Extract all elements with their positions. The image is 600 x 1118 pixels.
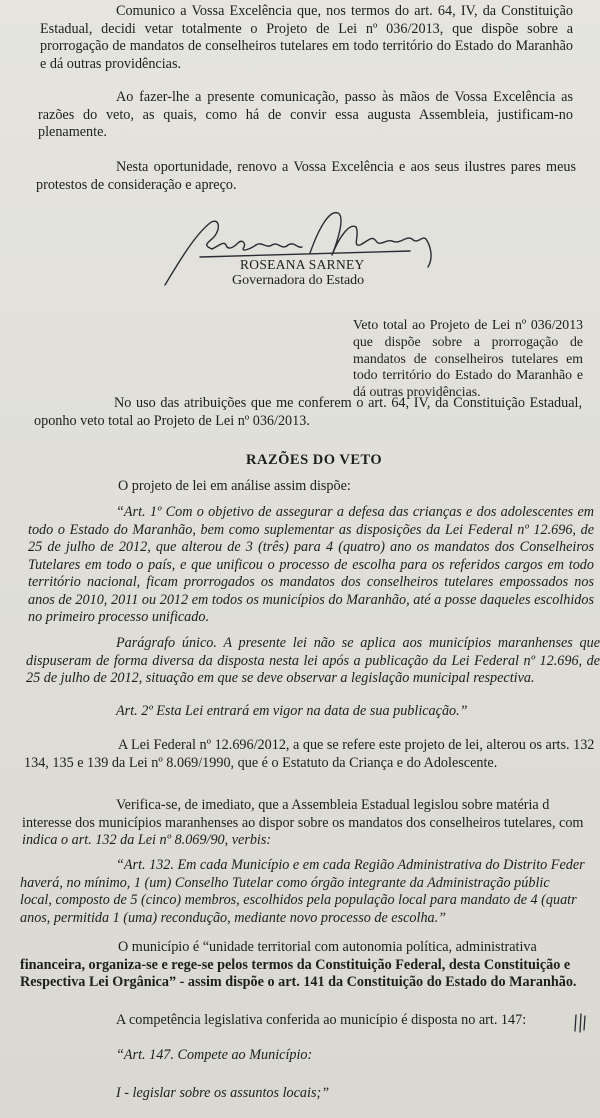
section-title: RAZÕES DO VETO (246, 452, 383, 468)
reasons-paragraph-1: O projeto de lei em análise assim dispõe: (118, 478, 351, 494)
reasons-paragraph-4-line-3: Respectiva Lei Orgânica” - assim dispõe o art. 141 da Constituição do Estado do Maranhão. (20, 974, 577, 990)
veto-header: Veto total ao Projeto de Lei nº 036/2013 que dispõe sobre a prorrogação de mandatos de conselheiros tutelares em todo território do Estado do Maranhão e dá outras providências. (353, 317, 583, 400)
quote-inciso-1: I - legislar sobre os assuntos locais;” (116, 1085, 330, 1101)
reasons-paragraph-2-line-2: 134, 135 e 139 da Lei nº 8.069/1990, que é o Estatuto da Criança e do Adolescente. (24, 754, 498, 771)
reasons-paragraph-3-line-2: interesse dos municípios maranhenses ao dispor sobre os mandatos dos conselheiros tutelares, com (22, 814, 584, 831)
quote-art1: “Art. 1º Com o objetivo de assegurar a defesa das crianças e dos adolescentes em todo o Estado do Maranhão, bem como suplementar as disposições da Lei Federal nº 12.696, de 25 de julho de 2012, que alterou de 3 (três) para 4 (quatro) ano os mandatos dos Conselheiros Tutelares em todo o país, e que unificou o processo de escolha para os referidos cargos em todo território nacional, ficam prorrogados os mandatos dos conselheiros tutelares empossados nos anos de 2010, 2011 ou 2012 em todos os municípios do Maranhão, até a posse daqueles escolhidos no primeiro processo unificado. (28, 504, 594, 625)
letter-paragraph-2: Ao fazer-lhe a presente comunicação, passo às mãos de Vossa Excelência as razões do veto, as quais, como há de convir essa augusta Assembleia, justificam-no plenamente. (38, 89, 573, 140)
reasons-paragraph-5: A competência legislativa conferida ao município é disposta no art. 147: (116, 1012, 527, 1028)
quote-paragrafo-unico: Parágrafo único. A presente lei não se aplica aos municípios maranhenses que dispuseram de forma diversa da disposta nesta lei após a publicação da Lei Federal nº 12.696, de 25 de julho de 2012, situação em que se deve observar a legislação municipal respectiva. (26, 635, 600, 686)
quote-art132-line-3: local, composto de 5 (cinco) membros, escolhidos pela população local para mandato de 4 (quatr (20, 892, 577, 908)
quote-art2: Art. 2º Esta Lei entrará em vigor na data de sua publicação.” (116, 703, 468, 719)
quote-art147: “Art. 147. Compete ao Município: (116, 1047, 313, 1063)
reasons-paragraph-4-line-2: financeira, organiza-se e rege-se pelos termos da Constituição Federal, desta Constituição e (20, 956, 571, 973)
quote-art132 (20, 857, 600, 927)
reasons-paragraph-3 (22, 797, 600, 850)
reasons-paragraph-3-line-3: indica o art. 132 da Lei nº 8.069/90, verbis: (22, 832, 272, 848)
quote-art132-line-2: haverá, no mínimo, 1 (um) Conselho Tutelar como órgão integrante da Administração públic (20, 874, 550, 891)
handwritten-mark (572, 1012, 592, 1034)
reasons-paragraph-2 (24, 737, 600, 772)
letter-paragraph-3: Nesta oportunidade, renovo a Vossa Excelência e aos seus ilustres pares meus protestos de consideração e apreço. (36, 159, 576, 193)
reasons-paragraph-3-line-1: Verifica-se, de imediato, que a Assembleia Estadual legislou sobre matéria d (116, 797, 550, 813)
reasons-paragraph-2-line-1: A Lei Federal nº 12.696/2012, a que se refere este projeto de lei, alterou os arts. 132 (118, 737, 595, 753)
quote-art132-line-4: anos, permitida 1 (uma) recondução, mediante novo processo de escolha.” (20, 909, 447, 926)
letter-paragraph-1: Comunico a Vossa Excelência que, nos termos do art. 64, IV, da Constituição Estadual, decidi vetar totalmente o Projeto de Lei nº 036/2013, que dispõe sobre a prorrogação de mandatos de conselheiros tutelares em todo território do Estado do Maranhão e dá outras providências. (40, 3, 573, 72)
signature-role: Governadora do Estado (232, 273, 365, 288)
veto-intro: No uso das atribuições que me conferem o art. 64, IV, da Constituição Estadual, oponho veto total ao Projeto de Lei nº 036/2013. (34, 395, 582, 429)
reasons-paragraph-4-line-1: O município é “unidade territorial com autonomia política, administrativa (118, 939, 537, 955)
quote-art132-line-1: “Art. 132. Em cada Município e em cada Região Administrativa do Distrito Feder (116, 857, 585, 873)
signature-name: ROSEANA SARNEY (240, 257, 365, 272)
reasons-paragraph-4 (20, 939, 600, 992)
